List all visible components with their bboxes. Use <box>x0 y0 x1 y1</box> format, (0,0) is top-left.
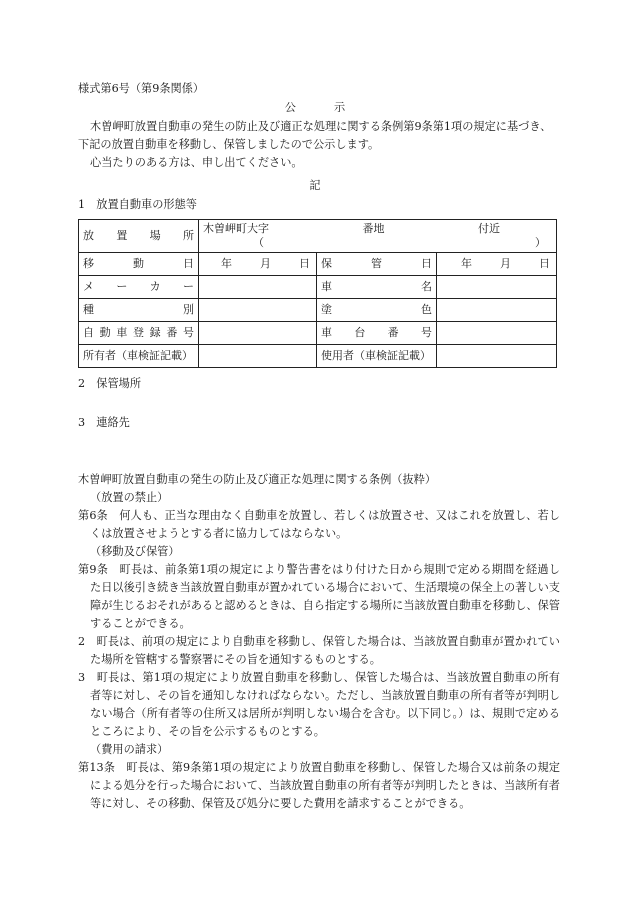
maker-value <box>199 276 317 299</box>
notice-intro <box>78 118 558 172</box>
section2-heading: 2 保管場所 <box>78 377 142 390</box>
storage-month: 月 <box>500 257 511 270</box>
owner-value <box>199 345 317 368</box>
user-value <box>437 345 557 368</box>
registration-number-value <box>199 322 317 345</box>
form-number: 様式第6号（第9条関係） <box>78 82 205 95</box>
storage-date-value <box>437 253 557 276</box>
location-banchi: 番地 <box>362 222 385 235</box>
notice-title <box>0 99 630 117</box>
table-row <box>79 299 557 322</box>
notice-title-char-2: 示 <box>334 101 346 114</box>
location-close-paren: ） <box>535 236 546 249</box>
article-9-3: 3 町長は、第1項の規定により放置自動車を移動し、保管した場合は、当該放置自動車の所有者等に対し、その旨を通知しなければならない。ただし、当該放置自動車の所有者等が判明しない場合（所有者等の住所又は居所が判明しない場合を含む。以下同じ。）は、規則で定めるところにより、その旨を公示するものとする。 <box>78 671 560 738</box>
car-name-label: 車名 <box>317 276 437 299</box>
chassis-number-value <box>437 322 557 345</box>
registration-number-label: 自動車登録番号 <box>79 322 199 345</box>
storage-day: 日 <box>539 257 550 270</box>
caption-prohibition: （放置の禁止） <box>90 491 169 504</box>
storage-date-label: 保管日 <box>317 253 437 276</box>
car-name-value <box>437 276 557 299</box>
table-row <box>79 276 557 299</box>
paint-color-value <box>437 299 557 322</box>
moved-year: 年 <box>221 257 232 270</box>
maker-label: メーカー <box>79 276 199 299</box>
law-excerpt-title: 木曽岬町放置自動車の発生の防止及び適正な処理に関する条例（抜粋） <box>78 473 437 486</box>
table-row <box>79 253 557 276</box>
moved-month: 月 <box>260 257 271 270</box>
article-6: 第6条 何人も、正当な理由なく自動車を放置し、若しくは放置させ、又はこれを放置し、若しくは放置させようとする者に協力してはならない。 <box>78 509 560 540</box>
section3-heading: 3 連絡先 <box>78 416 130 429</box>
user-label: 使用者（車検証記載） <box>317 345 437 368</box>
location-value <box>199 220 557 253</box>
location-fukin: 付近 <box>478 222 500 235</box>
owner-label: 所有者（車検証記載） <box>79 345 199 368</box>
notice-title-char-1: 公 <box>284 101 296 114</box>
ki-label: 記 <box>309 179 321 192</box>
caption-cost: （費用の請求） <box>90 743 169 756</box>
article-9-1: 第9条 町長は、前条第1項の規定により警告書をはり付けた日から規則で定める期間を経過した日以後引き続き当該放置自動車が置かれている場合において、生活環境の保全上の著しい支障が生じるおそれがあると認めるときは、自ら指定する場所に当該放置自動車を移動し、保管することができる。 <box>78 563 560 630</box>
article-13: 第13条 町長は、第9条第1項の規定により放置自動車を移動し、保管した場合又は前条の規定による処分を行った場合において、当該放置自動車の所有者等が判明したときは、当該所有者等に対し、その移動、保管及び処分に要した費用を請求することができる。 <box>78 761 560 810</box>
section1-heading: 1 放置自動車の形態等 <box>78 198 197 211</box>
paint-color-label: 塗色 <box>317 299 437 322</box>
table-row <box>79 220 557 253</box>
vehicle-info-table <box>78 219 557 368</box>
location-prefix: 木曽岬町大字 <box>203 222 269 235</box>
law-excerpt <box>78 471 560 813</box>
location-label: 放置場所 <box>79 220 199 253</box>
storage-year: 年 <box>461 257 472 270</box>
moved-date-label: 移動日 <box>79 253 199 276</box>
location-open-paren: （ <box>253 236 264 249</box>
article-9-2: 2 町長は、前項の規定により自動車を移動し、保管した場合は、当該放置自動車が置かれていた場所を管轄する警察署にその旨を通知するものとする。 <box>78 635 560 666</box>
moved-day: 日 <box>299 257 310 270</box>
intro-paragraph-2: 心当たりのある方は、申し出てください。 <box>90 156 303 169</box>
moved-date-value <box>199 253 317 276</box>
caption-removal: （移動及び保管） <box>90 545 180 558</box>
intro-paragraph-1: 木曽岬町放置自動車の発生の防止及び適正な処理に関する条例第9条第1項の規定に基づき、下記の放置自動車を移動し、保管しましたので公示します。 <box>78 120 552 151</box>
table-row <box>79 322 557 345</box>
chassis-number-label: 車台番号 <box>317 322 437 345</box>
table-row <box>79 345 557 368</box>
type-label: 種別 <box>79 299 199 322</box>
type-value <box>199 299 317 322</box>
